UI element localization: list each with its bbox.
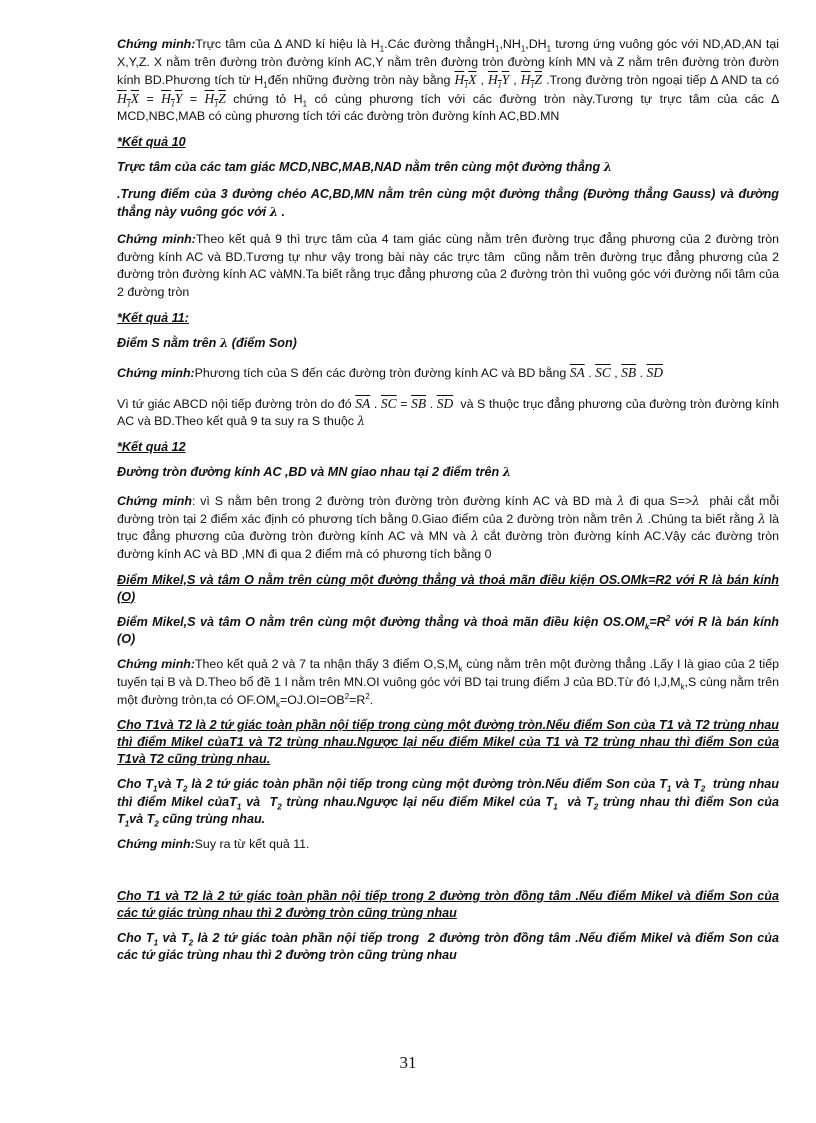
result-13-heading: Điểm Mikel,S và tâm O nằm trên cùng một đường thẳng và thoả mãn điều kiện OS.OMk=R2 với R là bán kính (O): [117, 572, 779, 604]
page-body: [117, 36, 779, 1029]
result-12-heading: *Kết quả 12: [117, 439, 186, 454]
result-10-statement-a: Trực tâm của các tam giác MCD,NBC,MAB,NAD nằm trên cùng một đường thẳng λ: [117, 159, 613, 174]
proof-paragraph-14: Chứng minh:Suy ra từ kết quả 11.: [117, 837, 310, 852]
result-15-statement: Cho $T_1$ và $T_2$ là 2 tứ giác toàn phần nội tiếp trong 2 đường tròn đồng tâm .Nếu điểm Mikel và điểm Son của các tứ giác trùng nhau thì 2 đường tròn cũng trùng nhau: [117, 930, 779, 963]
result-11-statement: Điểm S nằm trên λ (điểm Son): [117, 335, 297, 350]
proof-paragraph-12: Chứng minh: vì S nằm bên trong 2 đường tròn đường tròn đường kính AC và BD mà λ đi qua S=>λ phải cắt mỗi đường tròn tại 2 điểm xác định có phương tích bằng 0.Giao điểm của 2 đường tròn nằm trên λ .Chúng ta biết rằng λ là trục đẳng phương của đường tròn đường kính AC và MN và λ cắt đường tròn đường kính AC.Vậy các đường tròn đường kính AC và BD ,MN đi qua 2 điểm mà có phương tích bằng 0: [117, 494, 780, 561]
result-15-heading: Cho T1 và T2 là 2 tứ giác toàn phần nội tiếp trong 2 đường tròn đồng tâm .Nếu điểm Mikel và điểm Son của các tứ giác trùng nhau thì 2 đường tròn cũng trùng nhau: [117, 888, 779, 920]
result-11-heading: *Kết quả 11:: [117, 310, 189, 325]
result-12-statement: Đường tròn đường kính AC ,BD và MN giao nhau tại 2 điểm trên λ: [117, 464, 512, 479]
proof-paragraph-10: Chứng minh:Theo kết quả 9 thì trực tâm của 4 tam giác cùng nằm trên đường trục đẳng phương của 2 đường tròn đường kính AC và BD.Tương tự như vậy trong bài này các trực tâm cũng nằm trên đường trục đẳng phương của 2 đường tròn đường kính AC vàMN.Ta biết rằng trục đẳng phương của 2 đường tròn thì vuông góc với đường nối tâm của 2 đường tròn: [117, 232, 779, 299]
result-14-statement: Cho $T_1và$ $T_2$ là 2 tứ giác toàn phần nội tiếp trong cùng một đường tròn.Nếu điểm Son của $T_1$ và $T_2$ trùng nhau thì điểm Mikel củaT$_1$ và $T_2$ trùng nhau.Ngược lại nếu điểm Mikel của $T_1$ và $T_2$ trùng nhau thì điểm Son của $T_1và$ $T_2$ cũng trùng nhau.: [117, 777, 779, 829]
result-10-heading: *Kết quả 10: [117, 134, 186, 149]
proof-paragraph-13: Chứng minh:Theo kết quả 2 và 7 ta nhận thấy 3 điểm $O,S,M_k$ cùng nằm trên một đường thẳng .Lấy I là giao của 2 tiếp tuyến tại B và D.Theo bổ đề 1 I nằm trên MN.OI vuông góc với BD tại trung điểm J của BD.Từ đó $I,J,M_k,S$ cùng nằm trên một đường tròn,ta có $OF.OM_k=OJ.OI=OB^2=R^2$.: [117, 657, 779, 709]
proof-paragraph-11a: Chứng minh:Phương tích của S đến các đường tròn đường kính AC và BD bằng $\overline{SA}$ . $\overline{SC}$ , $\overline{SB}$ . $\overline{SD}$: [117, 364, 663, 380]
result-14-heading: Cho T1và T2 là 2 tứ giác toàn phần nội tiếp trong cùng một đường tròn.Nếu điểm Son của T1 và T2 trùng nhau thì điểm Mikel củaT1 và T2 trùng nhau.Ngược lại nếu điểm Mikel của T1 và T2 trùng nhau thì điểm Son của T1và T2 cũng trùng nhau.: [117, 718, 779, 767]
result-10-statement-b: .Trung điểm của 3 đường chéo AC,BD,MN nằm trên cùng một đường thẳng (Đường thẳng Gauss) và đường thẳng này vuông góc với λ .: [117, 187, 779, 219]
proof-paragraph-9: Chứng minh:Trực tâm của ∆ AND kí hiệu là $H_1.Các$ đường $thẳngH_1,NH_1,DH_1$ tương ứng vuông góc với ND,AD,AN tại X,Y,Z. X nằm trên đường tròn đường kính AC,Y nằm trên đường tròn đường kính MN và Z nằm trên đường tròn đườn kính BD.Phương tích từ $H_1đến$ những đường tròn này bằng $H_1X$ , $H_1Y$ , $H_1Z$ .Trong đường tròn ngoại tiếp ∆ AND ta có $H_1X = H_1Y = H_1Z$ chứng tỏ $H_1$ có cùng phương tích với các đường tròn này.Tương tự trực tâm của các ∆ MCD,NBC,MAB có cùng phương tích tới các đường tròn đường kính AC,BD.MN: [117, 37, 779, 124]
result-13-statement: Điểm Mikel,S và tâm O nằm trên cùng một đường thẳng và thoả mãn điều kiện $OS.OM_k=R^2$ với R là bán kính (O): [117, 613, 779, 646]
page-number: 31: [399, 1053, 417, 1072]
proof-paragraph-11b: Vì tứ giác ABCD nội tiếp đường tròn do đó $\overline{SA}$ . $\overline{SC} = \overline{SB}$ . $\overline{SD}$ và S thuộc trục đẳng phương của đường tròn đường kính AC và BD.Theo kết quả 9 ta suy ra S thuộc λ: [117, 395, 780, 429]
